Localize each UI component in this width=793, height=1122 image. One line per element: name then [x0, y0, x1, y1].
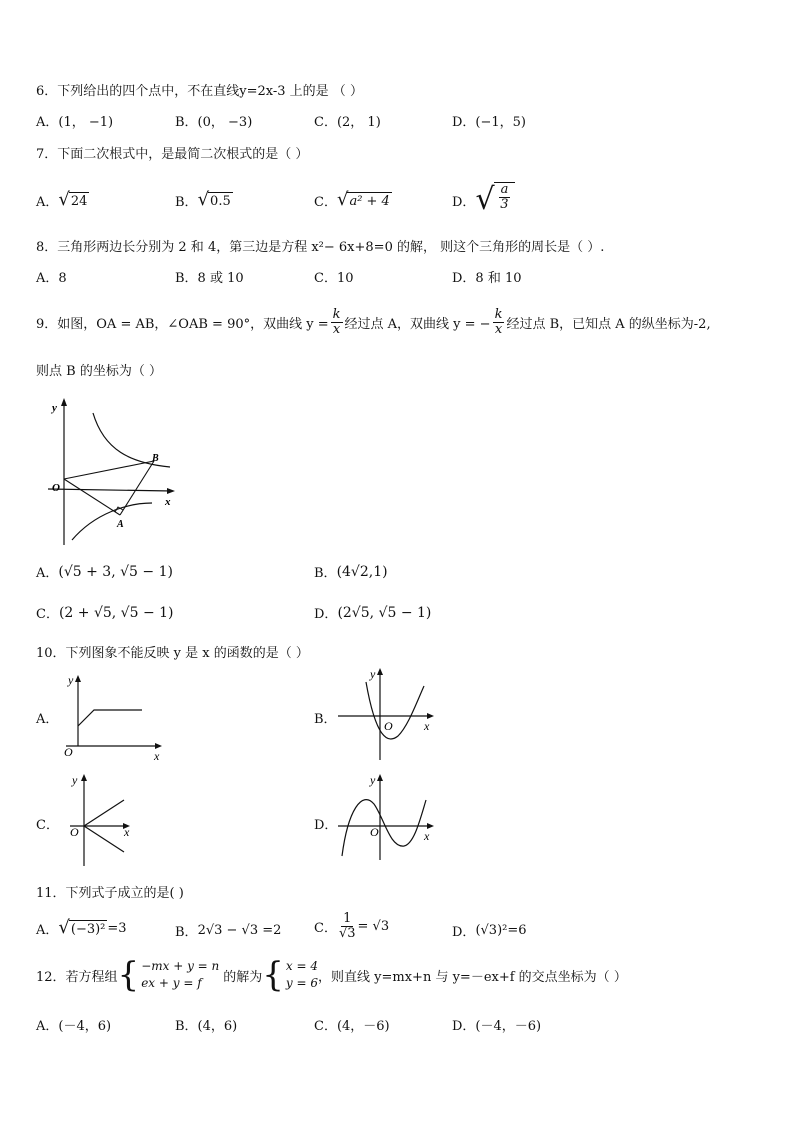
graph-d-origin-label: O [370, 825, 379, 839]
q11-c-den: √3 [338, 926, 356, 941]
q9-frac2-den: x [494, 322, 503, 337]
graph-a-curve [78, 710, 142, 726]
q8-option-b: B．8 或 10 [175, 271, 244, 286]
q11-option-b [175, 921, 281, 940]
q12-eq2: ex + y = f [141, 976, 202, 990]
q7-option-a [36, 190, 89, 211]
q6-option-d: D．(−1，5) [452, 115, 527, 130]
q11-label-d: D． [452, 925, 476, 940]
graph-d-x-label: x [424, 829, 430, 843]
q10-stem: 10．下列图象不能反映 y 是 x 的函数的是（ ） [36, 646, 309, 661]
q7-stem: 7．下面二次根式中，是最简二次根式的是（ ） [36, 147, 309, 162]
q9-option-a [36, 562, 173, 581]
segment-ab [120, 461, 154, 515]
q12-solution-system: { x = 4 y = 6 [262, 955, 319, 995]
q12-option-c: C．(4，－6) [314, 1019, 390, 1034]
q9-label-a: A． [36, 566, 59, 581]
graph-b-parabola [366, 682, 424, 739]
fig-label-o: O [52, 482, 60, 494]
q11-a-radicand: (−3)² [70, 922, 106, 937]
q9-frac1-num: k [332, 307, 341, 322]
q12-option-b: B．(4，6) [175, 1019, 238, 1034]
q7-label-a: A． [36, 195, 59, 210]
graph-c-y-label: y [72, 773, 78, 787]
y-axis-arrow [61, 398, 67, 406]
q10-graph-b [334, 664, 440, 764]
q6-option-c: C．(2， 1) [314, 115, 381, 130]
q9-option-d [314, 603, 431, 622]
q9-option-d-value: (2√5, √5 − 1) [337, 604, 432, 621]
q9-frac2-num: k [494, 307, 503, 322]
q12-sol2: y = 6 [285, 976, 319, 990]
q9-stem-part-3: 经过点 B，已知点 A 的纵坐标为-2, [506, 317, 711, 332]
q11-label-c: C． [314, 921, 337, 936]
q7-label-d: D． [452, 194, 476, 210]
q9-option-b [314, 562, 388, 581]
q11-c-rhs: = √3 [357, 919, 390, 934]
q10-graph-a [58, 672, 168, 764]
q9-label-d: D． [314, 607, 338, 622]
fig-label-a: A [117, 519, 124, 530]
graph-a-x-label: x [154, 749, 160, 763]
q9-option-b-value: (4√2,1) [336, 563, 388, 580]
graph-a-origin-label: O [64, 745, 73, 759]
q11-a-rhs: =3 [107, 921, 127, 936]
frac-numerator-a: a [500, 182, 509, 197]
graph-b-x-label: x [424, 719, 430, 733]
q11-option-c [314, 912, 389, 941]
q11-b-expr: 2√3 − √3 =2 [197, 923, 282, 938]
q10-graph-d [334, 770, 440, 862]
q8-stem: 8．三角形两边长分别为 2 和 4，第三边是方程 x²− 6x+8=0 的解， 则这个三角形的周长是（ ）. [36, 240, 605, 255]
q12-mid: 的解为 [223, 969, 263, 985]
q7-label-b: B． [175, 195, 198, 210]
q7-option-b [175, 190, 233, 211]
q8-option-a: A．8 [36, 271, 67, 286]
q9-label-c: C． [36, 607, 59, 622]
q9-stem-line2: 则点 B 的坐标为（ ） [36, 364, 162, 379]
q12-option-d: D．(－4，－6) [452, 1019, 542, 1034]
graph-b-origin-label: O [384, 719, 393, 733]
q7-label-c: C． [314, 195, 337, 210]
graph-d-cubic [342, 800, 426, 856]
q10-label-b: B． [314, 712, 337, 727]
q6-option-b: B．(0， −3) [175, 115, 253, 130]
q11-option-d [452, 921, 527, 940]
q10-label-d: D． [314, 818, 338, 833]
segment-oa [64, 479, 120, 515]
q11-d-expr: (√3)²=6 [475, 923, 527, 938]
q9-stem-part-2: 经过点 A，双曲线 y = − [344, 317, 491, 332]
q12-sol1: x = 4 [285, 959, 319, 973]
q11-c-num: 1 [343, 911, 352, 926]
x-axis [48, 489, 172, 491]
q9-option-c [36, 603, 174, 622]
q11-option-a: A． √ (−3)² =3 [36, 917, 127, 938]
sqrt-0-5: √ 0.5 [197, 189, 231, 210]
radicand-24: 24 [70, 194, 88, 209]
q12-equation-system: { −mx + y = n ex + y = f [117, 955, 220, 995]
q10-graph-c [62, 770, 142, 870]
q7-option-c [314, 190, 392, 211]
q11-stem: 11．下列式子成立的是( ) [36, 886, 184, 901]
q9-option-c-value: (2 + √5, √5 − 1) [58, 604, 174, 621]
hyperbola-lower [72, 503, 152, 540]
sqrt-a-over-3: √ $\frac{a}{3}$ [475, 180, 515, 220]
q11-label-b: B． [175, 925, 198, 940]
q6-option-a: A．(1， −1) [36, 115, 114, 130]
fig-label-x: x [165, 496, 171, 508]
q9-stem-part-1: 9．如图，OA = AB，∠OAB = 90°，双曲线 y = [36, 317, 329, 332]
graph-c-origin-label: O [70, 825, 79, 839]
q6-stem: 6．下列给出的四个点中，不在直线y=2x-3 上的是 （ ） [36, 84, 363, 99]
q9-label-b: B． [314, 566, 337, 581]
fig-label-b: B [152, 453, 159, 464]
q9-figure [40, 395, 180, 550]
graph-c-upper-ray [84, 800, 124, 826]
q7-option-d [452, 180, 515, 220]
graph-d-y-label: y [370, 773, 376, 787]
sqrt-24: √ 24 [58, 189, 88, 210]
q9-option-a-value: (√5 + 3, √5 − 1) [58, 563, 173, 580]
graph-c-x-label: x [124, 825, 130, 839]
q9-frac1-den: x [332, 322, 341, 337]
q11-label-a: A． [36, 923, 59, 938]
graph-b-y-label: y [370, 667, 376, 681]
segment-ob [64, 461, 154, 479]
q12-stem [36, 955, 627, 995]
q8-option-c: C．10 [314, 271, 354, 286]
graph-a-y-label: y [68, 673, 74, 687]
radicand-a2-plus-4: a² + 4 [349, 194, 390, 209]
q12-prefix: 12．若方程组 [36, 969, 118, 985]
graph-c-lower-ray [84, 826, 124, 852]
radicand-0-5: 0.5 [210, 194, 231, 209]
sqrt-a2-plus-4: √ a² + 4 [336, 189, 390, 210]
q12-eq1: −mx + y = n [141, 959, 220, 973]
q12-option-a: A．(－4，6) [36, 1019, 112, 1034]
q9-stem [36, 308, 711, 337]
q8-option-d: D．8 和 10 [452, 271, 522, 286]
q10-label-c: C． [36, 818, 59, 833]
x-axis-arrow [167, 488, 175, 494]
q10-label-a: A． [36, 712, 59, 727]
fig-label-y: y [52, 402, 57, 414]
frac-denominator-3: 3 [500, 197, 509, 212]
q12-suffix: ，则直线 y=mx+n 与 y=－ex+f 的交点坐标为（ ） [318, 969, 627, 985]
